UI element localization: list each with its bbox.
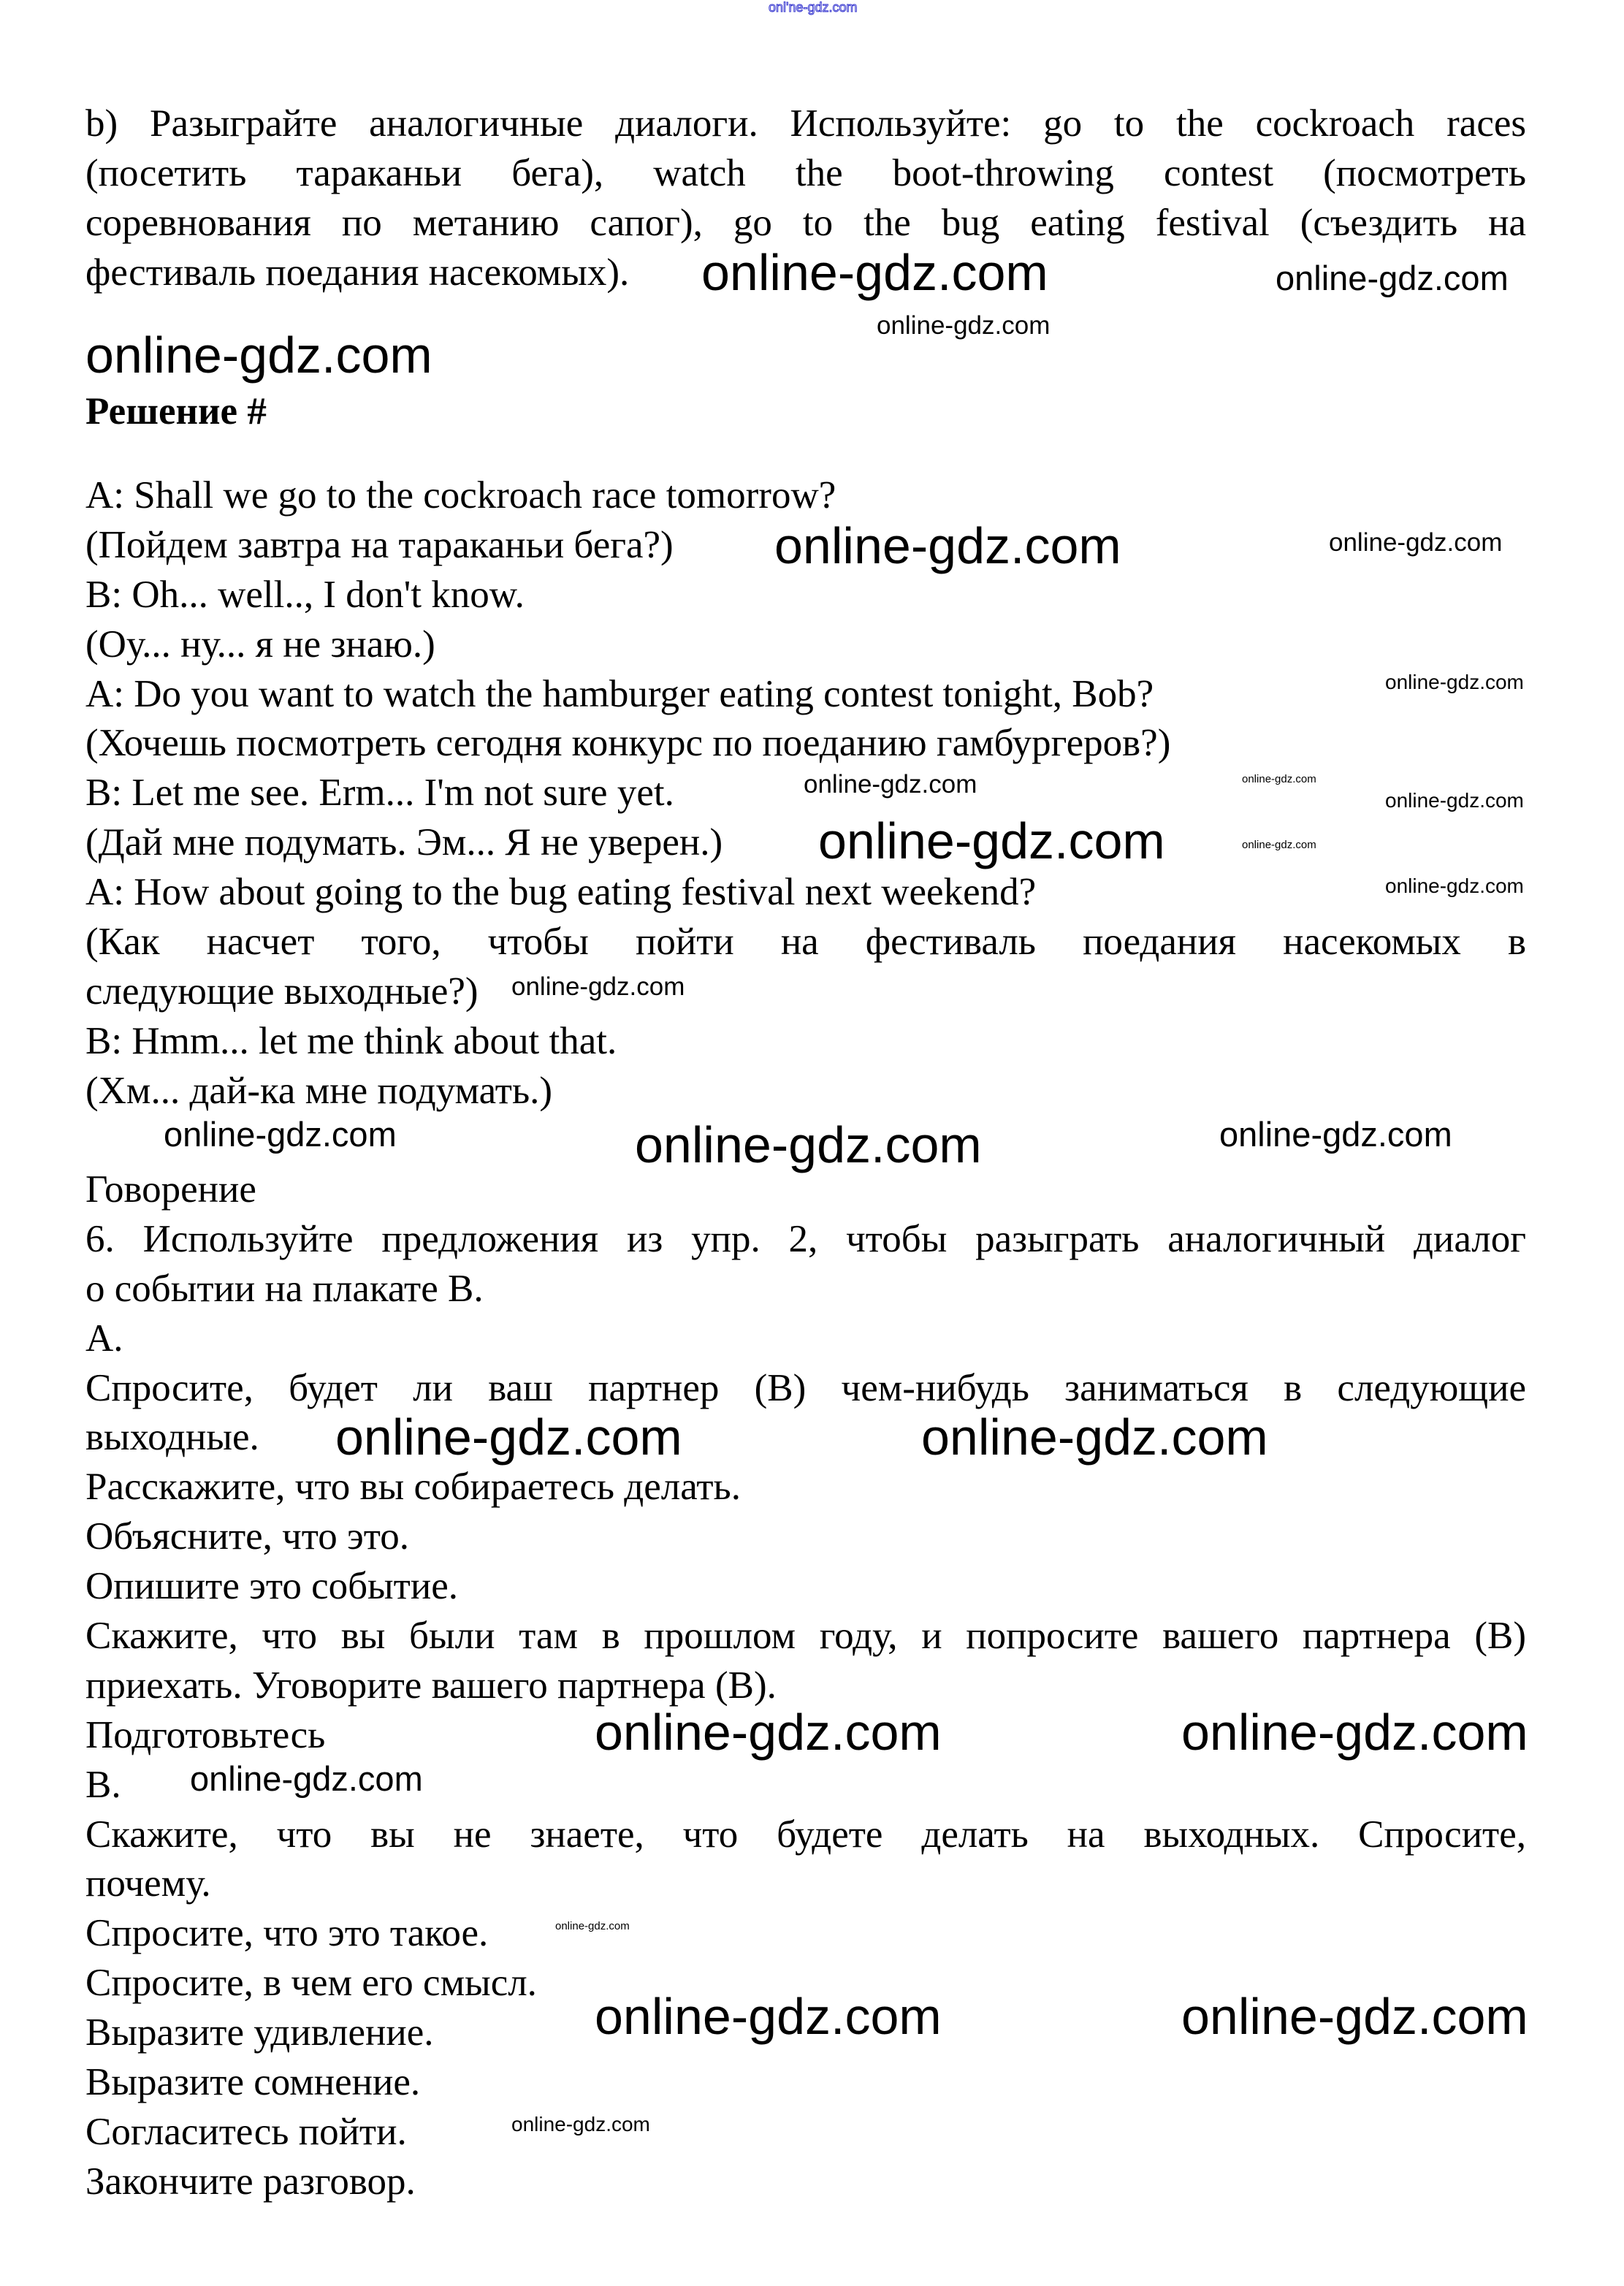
watermark: online-gdz.com bbox=[877, 311, 1051, 340]
speaking-line: выходные. bbox=[85, 1416, 259, 1459]
speaking-line: B. bbox=[85, 1763, 121, 1806]
speaking-line: Спросите, будет ли ваш партнер (B) чем-нибудь заниматься в следующие bbox=[85, 1366, 1526, 1409]
watermark: online-gdz.com bbox=[595, 1988, 942, 2045]
watermark: online-gdz.com bbox=[1385, 875, 1524, 897]
speaking-line: Расскажите, что вы собираетесь делать. bbox=[85, 1466, 741, 1509]
dialogue-line: A: How about going to the bug eating festival next weekend? bbox=[85, 871, 1037, 914]
watermark: online-gdz.com bbox=[774, 517, 1121, 574]
watermark: online-gdz.com bbox=[1385, 671, 1524, 693]
speaking-line: Опишите это событие. bbox=[85, 1565, 458, 1608]
watermark: online-gdz.com bbox=[1276, 259, 1509, 297]
task-line: (посетить тараканьи бега), watch the boot-throwing contest (посмотреть bbox=[85, 151, 1526, 194]
watermark: online-gdz.com bbox=[635, 1116, 982, 1173]
dialogue-line: (Пойдем завтра на тараканьи бега?) bbox=[85, 523, 674, 566]
watermark: online-gdz.com bbox=[595, 1704, 942, 1761]
watermark: online-gdz.com bbox=[1242, 839, 1316, 851]
watermark: online-gdz.com bbox=[335, 1409, 682, 1466]
watermark: online-gdz.com bbox=[804, 770, 977, 799]
task-line: b) Разыграйте аналогичные диалоги. Используйте: go to the cockroach races bbox=[85, 102, 1526, 145]
watermark: online-gdz.com bbox=[1181, 1988, 1528, 2045]
watermark: online-gdz.com bbox=[818, 812, 1165, 869]
dialogue-line: (Дай мне подумать. Эм... Я не уверен.) bbox=[85, 821, 723, 864]
speaking-line: Подготовьтесь bbox=[85, 1713, 326, 1756]
task-line: фестиваль поедания насекомых). bbox=[85, 251, 630, 294]
speaking-line: Выразите удивление. bbox=[85, 2011, 434, 2054]
speaking-line: Скажите, что вы были там в прошлом году, и попросите вашего партнера (B) bbox=[85, 1615, 1526, 1658]
watermark: online-gdz.com bbox=[190, 1759, 423, 1798]
watermark-top: onl'ne-gdz.com bbox=[769, 0, 858, 15]
speaking-line: Спросите, в чем его смысл. bbox=[85, 1962, 537, 2005]
watermark: online-gdz.com bbox=[85, 327, 432, 384]
dialogue-line: B: Let me see. Erm... I'm not sure yet. bbox=[85, 771, 674, 815]
dialogue-line: A: Do you want to watch the hamburger eating contest tonight, Bob? bbox=[85, 672, 1154, 715]
watermark: online-gdz.com bbox=[701, 244, 1048, 301]
dialogue-line: (Как насчет того, чтобы пойти на фестиваль поедания насекомых в bbox=[85, 921, 1526, 964]
task-line: соревнования по метанию сапог), go to the bug eating festival (съездить на bbox=[85, 201, 1526, 244]
dialogue-line: (Хочешь посмотреть сегодня конкурс по поеданию гамбургеров?) bbox=[85, 722, 1171, 765]
speaking-line: 6. Используйте предложения из упр. 2, чтобы разыграть аналогичный диалог bbox=[85, 1217, 1526, 1260]
watermark: online-gdz.com bbox=[1385, 789, 1524, 812]
dialogue-line: A: Shall we go to the cockroach race tomorrow? bbox=[85, 474, 836, 517]
dialogue-line: B: Oh... well.., I don't know. bbox=[85, 573, 525, 616]
speaking-line: Согласитесь пойти. bbox=[85, 2110, 407, 2153]
watermark: online-gdz.com bbox=[1219, 1115, 1452, 1154]
watermark: online-gdz.com bbox=[1242, 773, 1316, 785]
speaking-line: почему. bbox=[85, 1862, 211, 1905]
dialogue-line: B: Hmm... let me think about that. bbox=[85, 1019, 617, 1062]
speaking-line: Закончите разговор. bbox=[85, 2160, 416, 2203]
speaking-line: Выразите сомнение. bbox=[85, 2061, 421, 2104]
speaking-line: Объясните, что это. bbox=[85, 1515, 409, 1558]
speaking-line: Спросите, что это такое. bbox=[85, 1912, 489, 1955]
dialogue-line: (Оу... ну... я не знаю.) bbox=[85, 622, 435, 666]
speaking-line: приехать. Уговорите вашего партнера (B). bbox=[85, 1664, 777, 1707]
dialogue-line: следующие выходные?) bbox=[85, 969, 479, 1013]
dialogue-line: (Хм... дай-ка мне подумать.) bbox=[85, 1069, 553, 1112]
speaking-section bbox=[85, 1165, 1526, 2207]
watermark: online-gdz.com bbox=[1329, 528, 1503, 557]
section-heading: Говорение bbox=[85, 1168, 256, 1211]
speaking-line: о событии на плакате B. bbox=[85, 1267, 484, 1310]
watermark: online-gdz.com bbox=[555, 1920, 630, 1932]
watermark: online-gdz.com bbox=[921, 1409, 1268, 1466]
watermark: online-gdz.com bbox=[511, 2113, 650, 2135]
watermark: online-gdz.com bbox=[1181, 1704, 1528, 1761]
solution-heading: Решение # bbox=[85, 390, 267, 433]
speaking-line: A. bbox=[85, 1317, 123, 1360]
speaking-line: Скажите, что вы не знаете, что будете делать на выходных. Спросите, bbox=[85, 1813, 1526, 1856]
watermark: online-gdz.com bbox=[511, 972, 685, 1001]
watermark: online-gdz.com bbox=[164, 1115, 397, 1154]
